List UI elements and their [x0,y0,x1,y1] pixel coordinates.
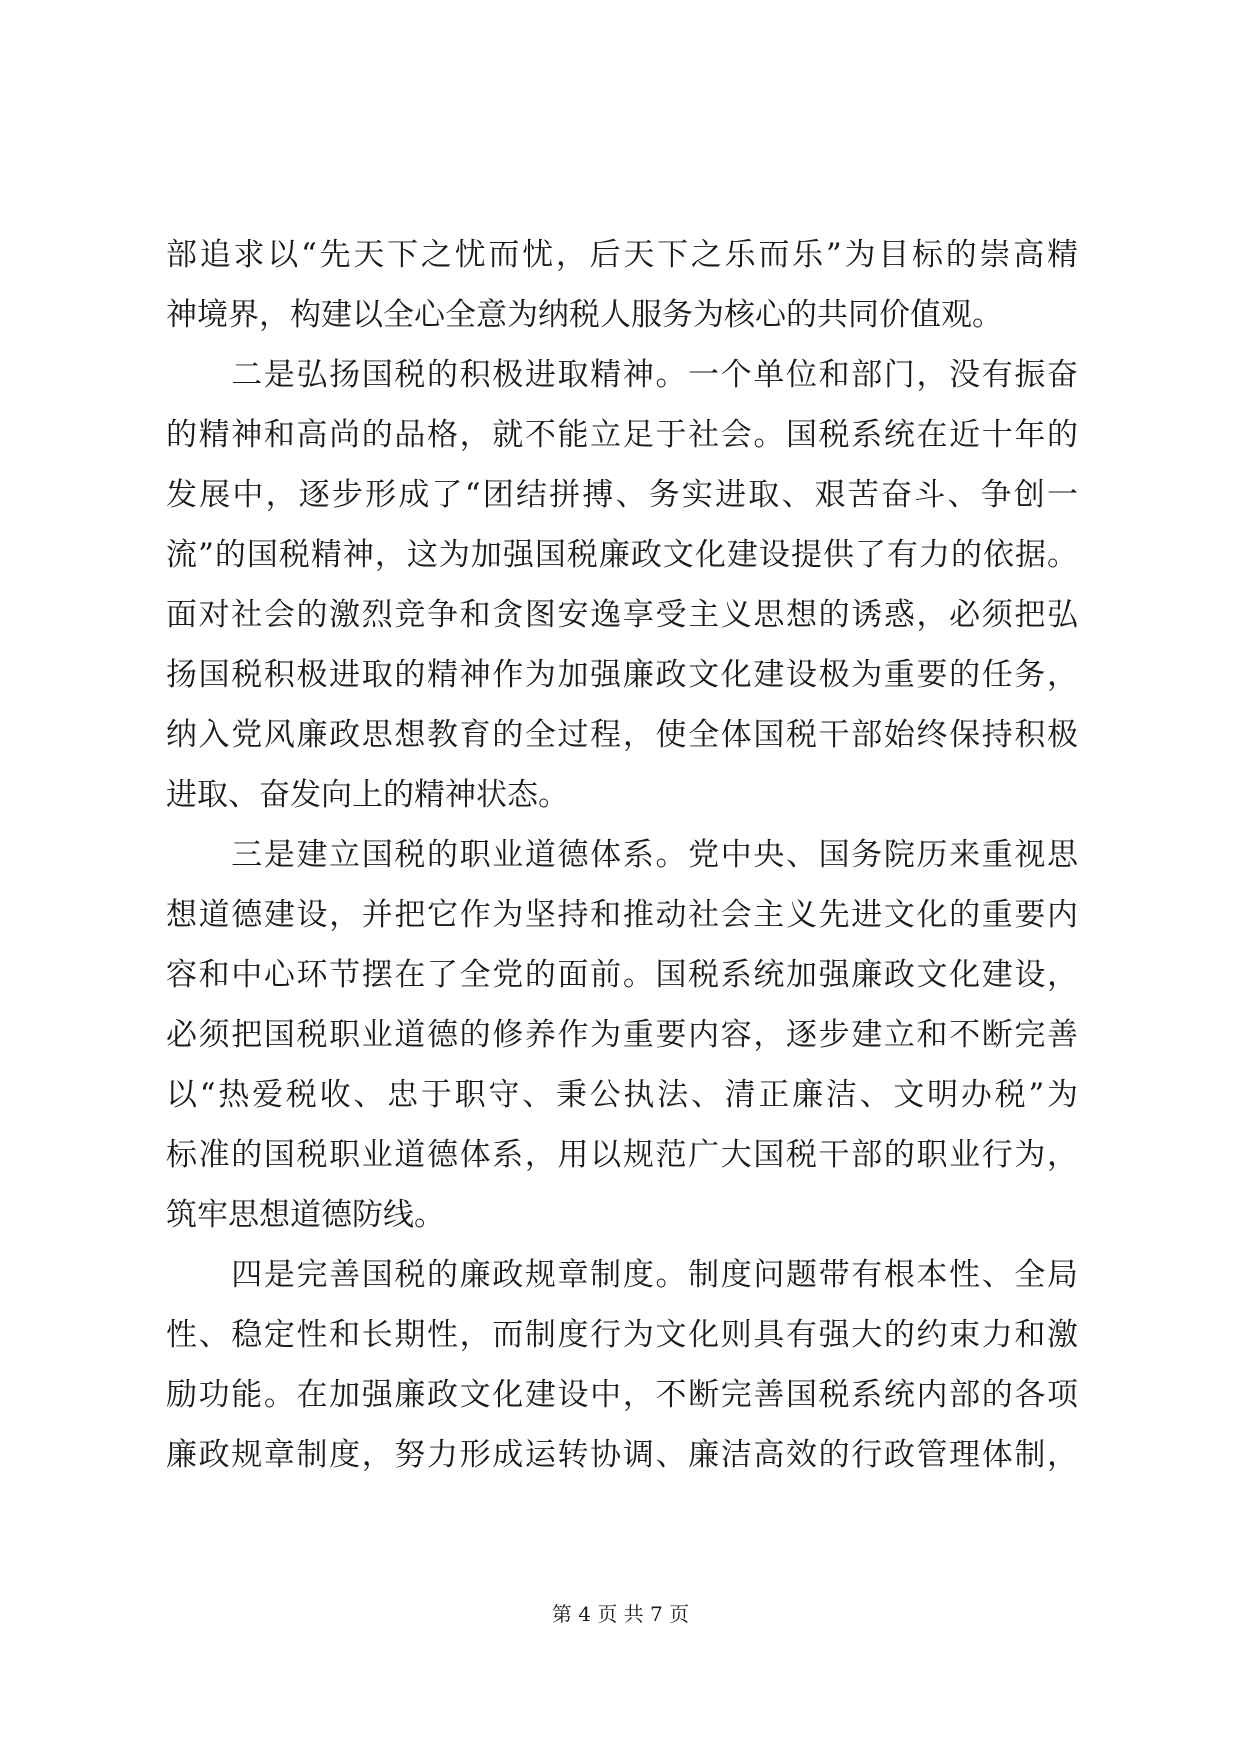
text-line: 三是建立国税的职业道德体系。党中央、国务院历来重视思 [166,837,1078,873]
text-line: 流”的国税精神，这为加强国税廉政文化建设提供了有力的依据。 [166,537,1078,573]
text-line: 性、稳定性和长期性，而制度行为文化则具有强大的约束力和激 [166,1317,1078,1353]
text-line: 筑牢思想道德防线。 [166,1197,445,1233]
text-line: 神境界，构建以全心全意为纳税人服务为核心的共同价值观。 [166,297,1003,333]
text-line: 廉政规章制度，努力形成运转协调、廉洁高效的行政管理体制， [166,1437,1078,1473]
text-line: 必须把国税职业道德的修养作为重要内容，逐步建立和不断完善 [166,1017,1078,1053]
text-line: 容和中心环节摆在了全党的面前。国税系统加强廉政文化建设， [166,957,1078,993]
text-line: 面对社会的激烈竞争和贪图安逸享受主义思想的诱惑，必须把弘 [166,597,1078,633]
text-line: 部追求以“先天下之忧而忧，后天下之乐而乐”为目标的崇高精 [166,237,1078,273]
text-line: 想道德建设，并把它作为坚持和推动社会主义先进文化的重要内 [166,897,1078,933]
text-line: 四是完善国税的廉政规章制度。制度问题带有根本性、全局 [166,1257,1078,1293]
body-text [166,225,1078,1485]
text-line: 纳入党风廉政思想教育的全过程，使全体国税干部始终保持积极 [166,717,1078,753]
text-line: 励功能。在加强廉政文化建设中，不断完善国税系统内部的各项 [166,1377,1078,1413]
text-line: 以“热爱税收、忠于职守、秉公执法、清正廉洁、文明办税”为 [166,1077,1078,1113]
text-line: 二是弘扬国税的积极进取精神。一个单位和部门，没有振奋 [166,357,1078,393]
page-footer: 第 4 页 共 7 页 [551,1602,690,1626]
text-line: 发展中，逐步形成了“团结拼搏、务实进取、艰苦奋斗、争创一 [166,477,1078,513]
text-line: 进取、奋发向上的精神状态。 [166,777,569,813]
text-line: 标准的国税职业道德体系，用以规范广大国税干部的职业行为， [166,1137,1078,1173]
text-line: 的精神和高尚的品格，就不能立足于社会。国税系统在近十年的 [166,417,1078,453]
text-line: 扬国税积极进取的精神作为加强廉政文化建设极为重要的任务， [166,657,1078,693]
